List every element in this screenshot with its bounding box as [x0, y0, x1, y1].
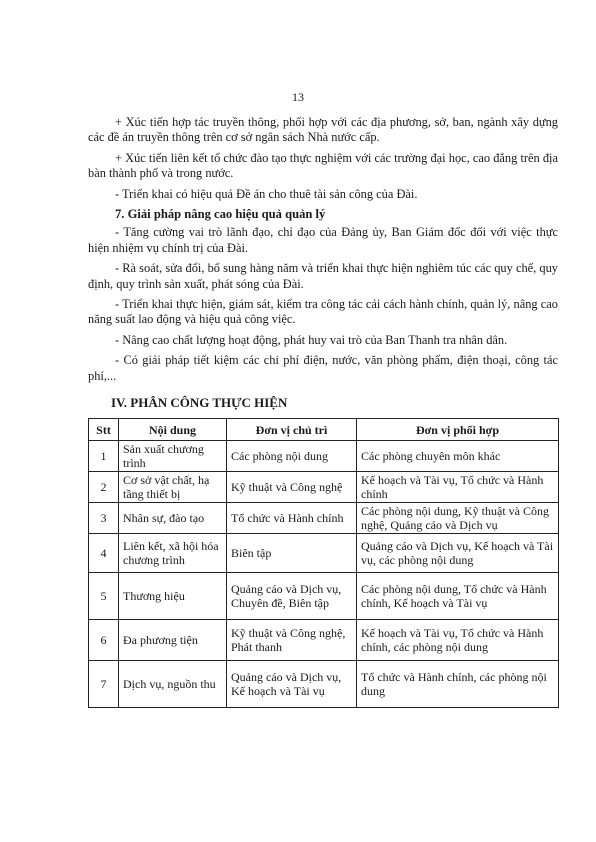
cell-stt: 2 [89, 472, 119, 503]
cell-lead-unit: Quảng cáo và Dịch vụ, Kế hoạch và Tài vụ [227, 661, 357, 708]
cell-coordinating-unit: Kế hoạch và Tài vụ, Tổ chức và Hành chính, các phòng nội dung [357, 620, 559, 661]
cell-content: Thương hiệu [119, 573, 227, 620]
table-row [89, 661, 559, 708]
table-row [89, 573, 559, 620]
cell-content: Đa phương tiện [119, 620, 227, 661]
section-7-heading: 7. Giải pháp nâng cao hiệu quả quản lý [115, 207, 326, 222]
cell-lead-unit: Biên tập [227, 534, 357, 573]
assignment-table [88, 418, 559, 708]
cell-stt: 7 [89, 661, 119, 708]
section-7-item: - Rà soát, sửa đổi, bổ sung hàng năm và triển khai thực hiện nghiêm túc các quy chế, quy định, quy trình sản xuất, phát sóng của Đài. [88, 261, 558, 291]
cell-content: Sản xuất chương trình [119, 441, 227, 472]
cell-coordinating-unit: Các phòng chuyên môn khác [357, 441, 559, 472]
paragraph: + Xúc tiến liên kết tổ chức đào tạo thực nghiệm với các trường đại học, cao đẳng trên địa bàn thành phố và trong nước. [88, 150, 558, 181]
cell-coordinating-unit: Quảng cáo và Dịch vụ, Kế hoạch và Tài vụ, các phòng nội dung [357, 534, 559, 573]
header-content: Nội dung [119, 419, 227, 441]
cell-coordinating-unit: Các phòng nội dung, Tổ chức và Hành chính, Kế hoạch và Tài vụ [357, 573, 559, 620]
cell-lead-unit: Quảng cáo và Dịch vụ, Chuyên đề, Biên tập [227, 573, 357, 620]
cell-lead-unit: Kỹ thuật và Công nghệ, Phát thanh [227, 620, 357, 661]
cell-coordinating-unit: Tổ chức và Hành chính, các phòng nội dung [357, 661, 559, 708]
section-7-item: - Nâng cao chất lượng hoạt động, phát huy vai trò của Ban Thanh tra nhân dân. [115, 332, 508, 347]
section-7-item: - Triển khai thực hiện, giám sát, kiểm tra công tác cải cách hành chính, quản lý, nâng cao năng suất lao động và hiệu quả công việc. [88, 297, 558, 327]
cell-lead-unit: Tổ chức và Hành chính [227, 503, 357, 534]
cell-coordinating-unit: Kế hoạch và Tài vụ, Tổ chức và Hành chính [357, 472, 559, 503]
table-row [89, 534, 559, 573]
table-row [89, 472, 559, 503]
cell-lead-unit: Kỹ thuật và Công nghệ [227, 472, 357, 503]
cell-content: Cơ sở vật chất, hạ tầng thiết bị [119, 472, 227, 503]
cell-stt: 6 [89, 620, 119, 661]
table-row [89, 620, 559, 661]
header-lead-unit: Đơn vị chủ trì [227, 419, 357, 441]
cell-content: Nhân sự, đào tạo [119, 503, 227, 534]
table-header-row [89, 419, 559, 441]
table-row [89, 441, 559, 472]
section-7-item: - Có giải pháp tiết kiệm các chi phí điện, nước, văn phòng phẩm, điện thoại, công tác phí,... [88, 353, 558, 383]
cell-lead-unit: Các phòng nội dung [227, 441, 357, 472]
cell-content: Dịch vụ, nguồn thu [119, 661, 227, 708]
cell-stt: 5 [89, 573, 119, 620]
cell-coordinating-unit: Các phòng nội dung, Kỹ thuật và Công nghệ, Quảng cáo và Dịch vụ [357, 503, 559, 534]
cell-stt: 3 [89, 503, 119, 534]
cell-stt: 4 [89, 534, 119, 573]
paragraph: + Xúc tiến hợp tác truyền thông, phối hợp với các địa phương, sở, ban, ngành xây dựng các đề án truyền thông trên cơ sở ngân sách Nhà nước cấp. [88, 115, 558, 145]
header-coordinating-unit: Đơn vị phối hợp [357, 419, 559, 441]
paragraph: - Triển khai có hiệu quả Đề án cho thuê tài sản công của Đài. [115, 186, 418, 201]
document-body [88, 115, 558, 389]
header-stt: Stt [89, 419, 119, 441]
cell-content: Liên kết, xã hội hóa chương trình [119, 534, 227, 573]
section-7-item: - Tăng cường vai trò lãnh đạo, chỉ đạo của Đảng ủy, Ban Giám đốc đối với việc thực hiện nhiệm vụ chính trị của Đài. [88, 225, 558, 255]
section-4-heading: IV. PHÂN CÔNG THỰC HIỆN [111, 395, 288, 410]
table-row [89, 503, 559, 534]
page-number: 13 [292, 90, 304, 104]
cell-stt: 1 [89, 441, 119, 472]
